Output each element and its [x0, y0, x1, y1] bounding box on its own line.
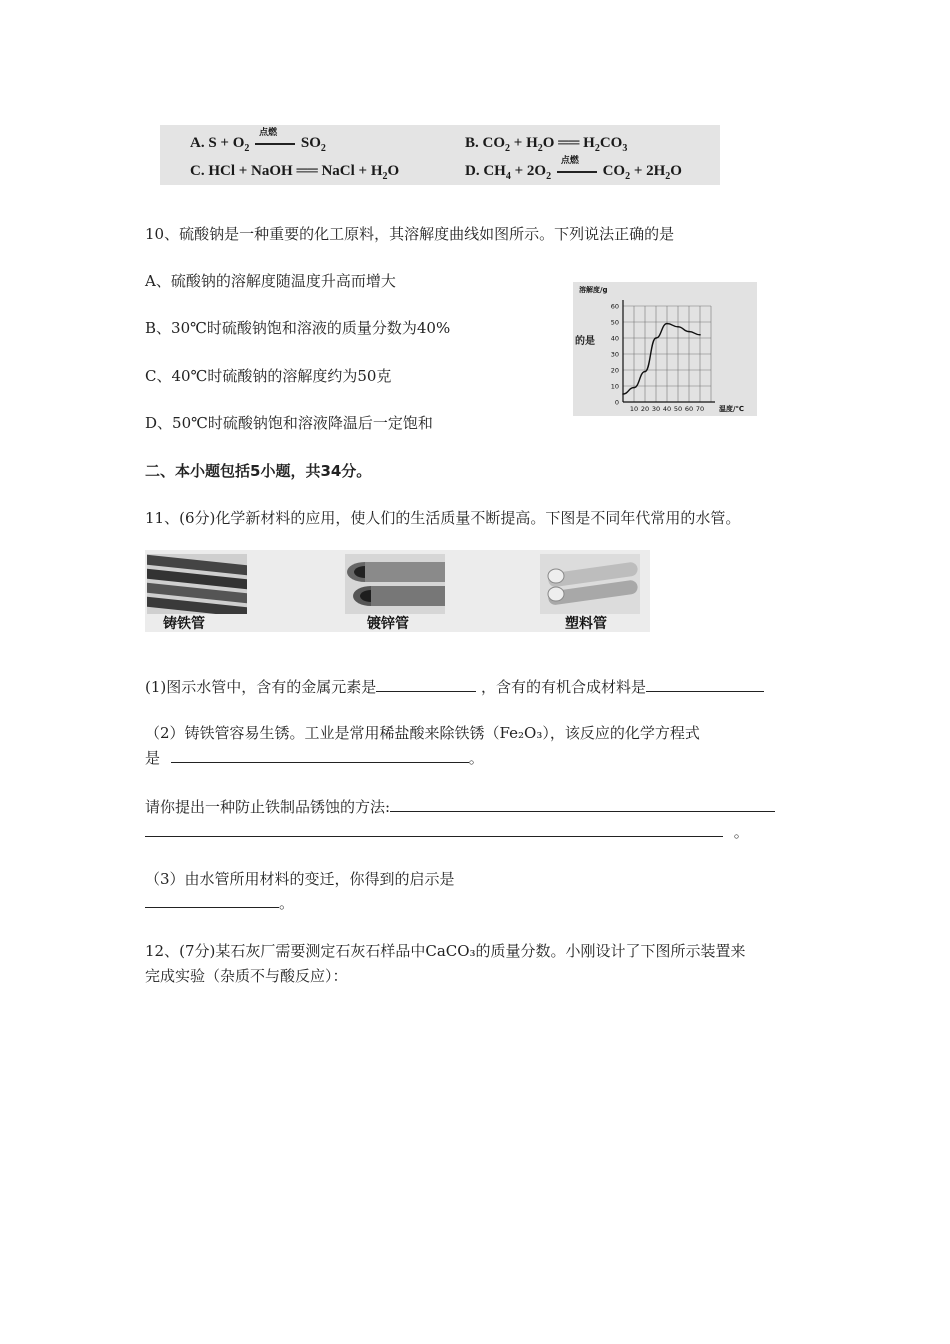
solubility-data-point — [633, 387, 635, 389]
chart-y-tick-label: 30 — [610, 350, 619, 359]
rust-prevention-prompt: 请你提出一种防止铁制品锈蚀的方法: — [145, 798, 391, 816]
solubility-data-point — [622, 393, 624, 395]
q10-stem: 10、硫酸钠是一种重要的化工原料，其溶解度曲线如图所示。下列说法正确的是 — [145, 225, 675, 243]
q10-option-b: B、30℃时硫酸钠饱和溶液的质量分数为40% — [145, 319, 451, 337]
equation-options-image — [160, 125, 720, 185]
chart-x-tick-label: 50 — [673, 405, 683, 413]
solubility-data-point — [655, 337, 657, 339]
chart-x-tick-label: 20 — [640, 405, 650, 413]
cast-iron-pipe-picture — [147, 554, 247, 614]
pipe-label-galvanized: 镀锌管 — [367, 616, 409, 632]
answer-blank-chemical-equation[interactable] — [171, 748, 469, 763]
option-a-equation: A. $S + O_2$ 点燃 $SO_2$ — [190, 127, 326, 154]
q11-part2-line2: 是 。 — [145, 749, 484, 767]
chart-y-tick-label: 20 — [610, 366, 619, 375]
chart-y-tick-label: 0 — [614, 398, 619, 407]
q10-option-a: A、硫酸钠的溶解度随温度升高而增大 — [145, 272, 396, 290]
q11-part3-line1: （3）由水管所用材料的变迁，你得到的启示是 — [145, 870, 455, 888]
q11-part1 — [145, 677, 764, 697]
chart-x-tick-label: 10 — [629, 405, 639, 413]
pipe-label-cast-iron: 铸铁管 — [163, 616, 205, 632]
chart-y-tick-label: 10 — [610, 382, 619, 391]
pipes-image — [145, 550, 650, 632]
option-d-equation: D. $CH_4 + 2O_2$ 点燃 $CO_2 + 2H_2O$ — [465, 155, 682, 182]
solubility-data-point — [644, 371, 646, 373]
q11-part2-line4: 。 — [145, 822, 749, 842]
chart-y-tick-label: 40 — [610, 334, 619, 343]
solubility-chart — [573, 282, 757, 416]
option-c-equation: C. HCl + NaOH ══ NaCl + $H_2O$ — [190, 163, 400, 182]
q12-line1: 12、(7分)某石灰厂需要测定石灰石样品中CaCO₃的质量分数。小刚设计了下图所示装置来 — [145, 942, 746, 960]
condition-label: 点燃 — [259, 127, 278, 137]
answer-blank-rust-prevention-cont[interactable] — [145, 822, 723, 837]
pipe-label-plastic: 塑料管 — [565, 616, 607, 632]
q12-line2: 完成实验（杂质不与酸反应）： — [145, 967, 348, 985]
solubility-data-point — [666, 323, 668, 325]
q11-part2-line3 — [145, 797, 775, 817]
solubility-data-point — [677, 326, 679, 328]
chart-x-tick-label: 40 — [662, 405, 672, 413]
answer-blank-inspiration[interactable] — [145, 893, 279, 908]
chart-y-axis-label: 溶解度/g — [579, 286, 608, 294]
q10-option-d: D、50℃时硫酸钠饱和溶液降温后一定饱和 — [145, 414, 433, 432]
solubility-data-point — [688, 331, 690, 333]
q11-part3-line2: 。 — [145, 893, 294, 913]
galvanized-pipe-picture — [345, 554, 445, 614]
q11-stem: 11、(6分)化学新材料的应用，使人们的生活质量不断提高。下图是不同年代常用的水管。 — [145, 509, 741, 527]
chart-y-tick-label: 50 — [610, 318, 619, 327]
option-b-equation: B. $CO_2 + H_2O$ ══ $H_2CO_3$ — [465, 135, 628, 154]
chart-x-tick-label: 70 — [695, 405, 705, 413]
solubility-chart-svg — [573, 282, 757, 416]
q11-part1-synthetic-prompt: ，含有的有机合成材料是 — [481, 678, 647, 696]
q10-option-c: C、40℃时硫酸钠的溶解度约为50克 — [145, 367, 392, 385]
solubility-data-point — [699, 334, 701, 336]
answer-blank-metal-element[interactable] — [376, 677, 476, 692]
chart-x-tick-label: 60 — [684, 405, 694, 413]
solubility-curve-line — [623, 324, 700, 394]
q11-part2-line1: （2）铸铁管容易生锈。工业是常用稀盐酸来除铁锈（Fe₂O₃），该反应的化学方程式 — [145, 724, 700, 742]
plastic-pipe-picture — [540, 554, 640, 614]
answer-blank-rust-prevention[interactable] — [390, 797, 775, 812]
section-2-heading: 二、本小题包括5小题，共34分。 — [145, 462, 372, 480]
chart-x-tick-label: 30 — [651, 405, 661, 413]
chart-y-tick-label: 60 — [610, 302, 619, 311]
chart-x-axis-label: 温度/℃ — [719, 405, 745, 413]
q11-part1-metal-prompt: (1)图示水管中，含有的金属元素是 — [145, 678, 377, 696]
answer-blank-synthetic-material[interactable] — [646, 677, 764, 692]
chart-side-text: 的是 — [575, 336, 595, 347]
